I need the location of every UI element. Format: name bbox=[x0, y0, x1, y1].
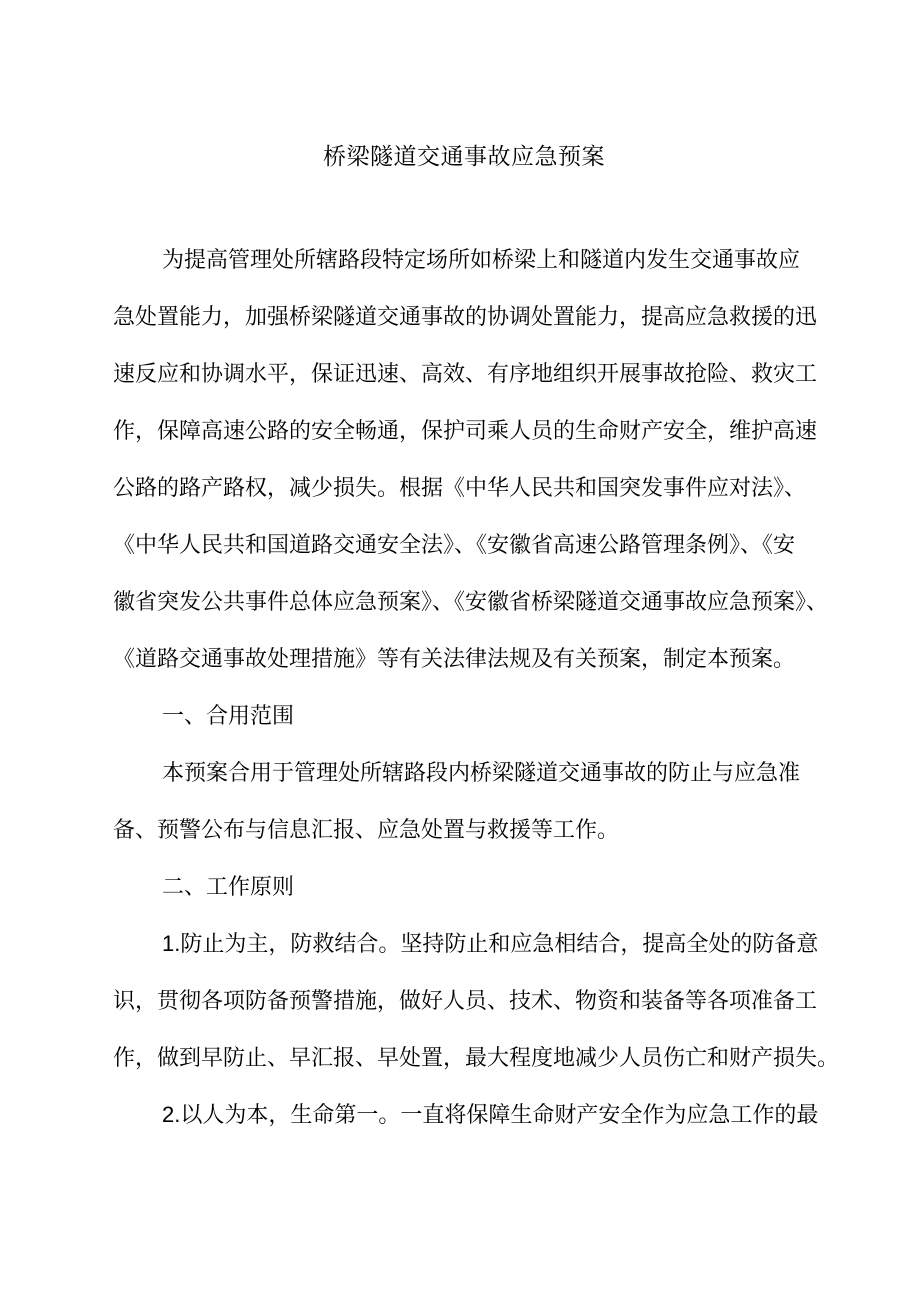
paragraph-line: 作，做到早防止、早汇报、早处置，最大程度地减少人员伤亡和财产损失。 bbox=[113, 1045, 840, 1070]
paragraph-line: 备、预警公布与信息汇报、应急处置与救援等工作。 bbox=[113, 817, 620, 842]
section-heading-principles: 二、工作原则 bbox=[162, 874, 295, 899]
paragraph-line: 1.防止为主，防救结合。坚持防止和应急相结合，提高全处的防备意 bbox=[162, 931, 819, 956]
paragraph-line: 2.以人为本，生命第一。一直将保障生命财产安全作为应急工作的最 bbox=[162, 1102, 819, 1127]
paragraph-line: 识，贯彻各项防备预警措施，做好人员、技术、物资和装备等各项准备工 bbox=[113, 988, 818, 1013]
paragraph-line: 公路的路产路权，减少损失。根据《中华人民共和国突发事件应对法》、 bbox=[113, 475, 807, 500]
paragraph-line: 为提高管理处所辖路段特定场所如桥梁上和隧道内发生交通事故应 bbox=[162, 247, 801, 272]
document-title: 桥梁隧道交通事故应急预案 bbox=[323, 143, 605, 169]
paragraph-line: 《中华人民共和国道路交通安全法》、《安徽省高速公路管理条例》、《安 bbox=[113, 532, 796, 557]
paragraph-line: 《道路交通事故处理措施》等有关法律法规及有关预案，制定本预案。 bbox=[113, 646, 796, 671]
paragraph-line: 作，保障高速公路的安全畅通，保护司乘人员的生命财产安全，维护高速 bbox=[113, 418, 818, 443]
paragraph-line: 徽省突发公共事件总体应急预案》、《安徽省桥梁隧道交通事故应急预案》、 bbox=[113, 589, 829, 614]
paragraph-line: 本预案合用于管理处所辖路段内桥梁隧道交通事故的防止与应急准 bbox=[162, 760, 801, 785]
paragraph-line: 速反应和协调水平，保证迅速、高效、有序地组织开展事故抢险、救灾工 bbox=[113, 361, 818, 386]
document-content bbox=[113, 0, 840, 1158]
section-heading-scope: 一、合用范围 bbox=[162, 703, 295, 728]
paragraph-line: 急处置能力，加强桥梁隧道交通事故的协调处置能力，提高应急救援的迅 bbox=[113, 304, 818, 329]
